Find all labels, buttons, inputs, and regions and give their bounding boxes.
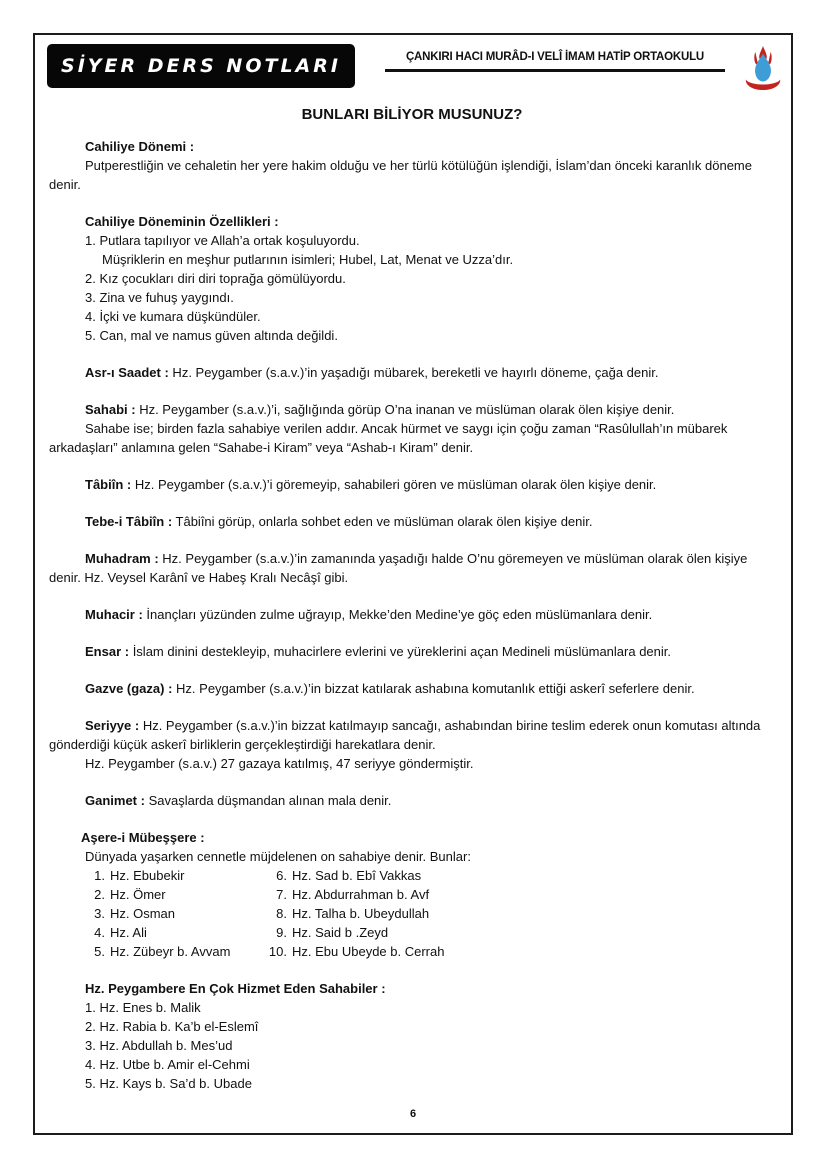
- item-number: 7.: [276, 887, 287, 902]
- page-frame: [33, 33, 793, 1135]
- term-label: Sahabi :: [85, 402, 136, 417]
- page-number: 6: [409, 1108, 417, 1120]
- term-paragraph-seriyye: [49, 716, 775, 754]
- sahabi-name: Hz. Ebubekir: [110, 868, 185, 883]
- term-paragraph-tabiin: [49, 475, 775, 494]
- sahabi-name: Hz. Sad b. Ebî Vakkas: [292, 868, 422, 883]
- item-number: 4.: [94, 925, 105, 940]
- cahiliye-text: Putperestliğin ve cehaletin her yere hakim olduğu ve her türlü kötülüğün işlendiği, İslam’dan önceki karanlık döneme denir.: [49, 158, 752, 192]
- term-label: Muhadram :: [85, 551, 159, 566]
- term-paragraph-ensar: [49, 642, 775, 661]
- sahabi-name: Hz. Talha b. Ubeydullah: [292, 906, 430, 921]
- item-number: 10.: [268, 944, 287, 959]
- term-label: Seriyye :: [85, 718, 140, 733]
- list-item: 5. Can, mal ve namus güven altında değildi.: [85, 328, 338, 343]
- term-label: Ganimet :: [85, 793, 145, 808]
- sahabi-name: Hz. Ömer: [110, 887, 166, 902]
- list-row: [49, 942, 775, 961]
- list-row: [49, 904, 775, 923]
- list-item: 2. Hz. Rabia b. Ka’b el-Eslemî: [85, 1019, 259, 1034]
- term-definition: Hz. Peygamber (s.a.v.)’in bizzat katılmayıp sancağı, ashabından birine teslim ederek onun komutası altında gönderdiği küçük askerî birliklerin gerçekleştirdiği harekatlara denir.: [49, 718, 761, 752]
- school-name: ÇANKIRI HACI MURÂD-I VELÎ İMAM HATİP ORTAOKULU: [405, 51, 705, 63]
- page-header: [35, 35, 791, 88]
- sahabi-note: Sahabe ise; birden fazla sahabiye verilen addır. Ancak hürmet ve saygı için çoğu zaman “Rasûlullah’ın mübarek arkadaşları” anlamına gelen “Sahabe-i Kiram” veya “Ashab-ı Kiram” denir.: [49, 421, 728, 455]
- school-header: [385, 51, 725, 72]
- ozellikler-list: [49, 231, 775, 345]
- school-flame-logo-icon: [742, 45, 784, 95]
- list-item: 3. Zina ve fuhuş yaygındı.: [85, 290, 234, 305]
- item-number: 9.: [276, 925, 287, 940]
- term-definition: Hz. Peygamber (s.a.v.)’i, sağlığında görüp O’na inanan ve müslüman olarak ölen kişiye denir.: [135, 402, 675, 417]
- list-item: 3. Hz. Abdullah b. Mes’ud: [85, 1038, 233, 1053]
- notes-title: SİYER DERS NOTLARI: [61, 55, 341, 77]
- seriyye-note: Hz. Peygamber (s.a.v.) 27 gazaya katılmış, 47 seriyye göndermiştir.: [85, 756, 474, 771]
- list-item: 4. İçki ve kumara düşkündüler.: [85, 309, 261, 324]
- term-paragraph-sahabi: [49, 400, 775, 419]
- item-number: 6.: [276, 868, 287, 883]
- sahabi-name: Hz. Osman: [110, 906, 176, 921]
- term-label: Asr-ı Saadet :: [85, 365, 169, 380]
- term-paragraph-muhadram: [49, 549, 775, 587]
- list-row: [49, 885, 775, 904]
- sahabi-name: Hz. Ebu Ubeyde b. Cerrah: [292, 944, 445, 959]
- term-label: Gazve (gaza) :: [85, 681, 173, 696]
- list-row: [49, 866, 775, 885]
- list-item: 5. Hz. Kays b. Sa’d b. Ubade: [85, 1076, 252, 1091]
- item-number: 1.: [94, 868, 105, 883]
- term-label: Tebe-i Tâbiîn :: [85, 514, 173, 529]
- asere-heading: Aşere-i Mübeşşere :: [81, 830, 205, 845]
- term-paragraph-tebei-tabiin: [49, 512, 775, 531]
- sahabi-name: Hz. Said b .Zeyd: [292, 925, 389, 940]
- term-paragraph-gazve: [49, 679, 775, 698]
- item-number: 8.: [276, 906, 287, 921]
- term-definition: Hz. Peygamber (s.a.v.)’i göremeyip, sahabileri gören ve müslüman olarak ölen kişiye denir.: [131, 477, 657, 492]
- page-content: [35, 105, 791, 1093]
- sahabi-name: Hz. Zübeyr b. Avvam: [110, 944, 231, 959]
- term-definition: Hz. Peygamber (s.a.v.)’in bizzat katılarak ashabına komutanlık ettiği askerî seferlere denir.: [172, 681, 695, 696]
- term-definition: Hz. Peygamber (s.a.v.)’in yaşadığı mübarek, bereketli ve hayırlı döneme, çağa denir.: [168, 365, 659, 380]
- term-definition: Tâbiîni görüp, onlarla sohbet eden ve müslüman olarak ölen kişiye denir.: [172, 514, 593, 529]
- item-number: 3.: [94, 906, 105, 921]
- list-item: 1. Putlara tapılıyor ve Allah’a ortak koşuluyordu.: [85, 233, 360, 248]
- ozellikler-heading: Cahiliye Döneminin Özellikleri :: [85, 214, 279, 229]
- term-paragraph-muhacir: [49, 605, 775, 624]
- school-underline: [385, 69, 725, 72]
- asere-two-column-list: [49, 866, 775, 961]
- item-number: 5.: [94, 944, 105, 959]
- asere-intro: Dünyada yaşarken cennetle müjdelenen on sahabiye denir. Bunlar:: [85, 849, 471, 864]
- list-item: 1. Hz. Enes b. Malik: [85, 1000, 201, 1015]
- term-definition: Savaşlarda düşmandan alınan mala denir.: [144, 793, 392, 808]
- page-title: BUNLARI BİLİYOR MUSUNUZ?: [301, 106, 523, 123]
- notes-title-banner: [47, 44, 355, 88]
- term-label: Tâbiîn :: [85, 477, 132, 492]
- term-label: Ensar :: [85, 644, 130, 659]
- term-definition: İnançları yüzünden zulme uğrayıp, Mekke’den Medine’ye göç eden müslümanlara denir.: [142, 607, 653, 622]
- list-item-sub: Müşriklerin en meşhur putlarının isimleri; Hubel, Lat, Menat ve Uzza’dır.: [102, 252, 514, 267]
- term-paragraph-asri-saadet: [49, 363, 775, 382]
- sahabi-name: Hz. Ali: [110, 925, 147, 940]
- list-item: 4. Hz. Utbe b. Amir el-Cehmi: [85, 1057, 250, 1072]
- term-definition: İslam dinini destekleyip, muhacirlere evlerini ve yüreklerini açan Medineli müslümanlara denir.: [129, 644, 671, 659]
- term-paragraph-ganimet: [49, 791, 775, 810]
- list-row: [49, 923, 775, 942]
- hizmet-list: [49, 998, 775, 1093]
- hizmet-heading: Hz. Peygambere En Çok Hizmet Eden Sahabiler :: [85, 981, 386, 996]
- sahabi-name: Hz. Abdurrahman b. Avf: [292, 887, 430, 902]
- term-label: Muhacir :: [85, 607, 143, 622]
- list-item: 2. Kız çocukları diri diri toprağa gömülüyordu.: [85, 271, 346, 286]
- cahiliye-heading: Cahiliye Dönemi :: [85, 139, 195, 154]
- item-number: 2.: [94, 887, 105, 902]
- term-definition: Hz. Peygamber (s.a.v.)’in zamanında yaşadığı halde O’nu göremeyen ve müslüman olarak ölen kişiye denir. Hz. Veysel Karânî ve Habeş Kralı Necâşî gibi.: [49, 551, 748, 585]
